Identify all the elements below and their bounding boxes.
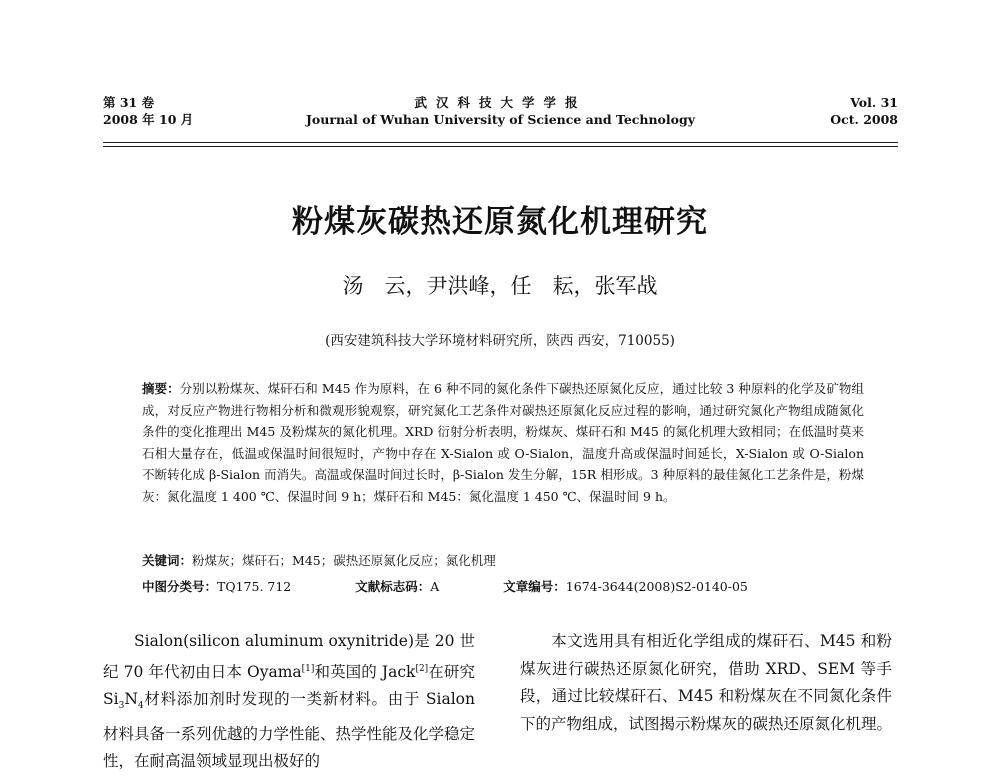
keywords-label: 关键词： [142, 553, 193, 568]
body-text: 和英国的 Jack [314, 662, 416, 681]
doc-code-value: A [430, 579, 440, 594]
header-center [103, 94, 898, 128]
header-rule-bottom [103, 146, 898, 147]
journal-name-en: Journal of Wuhan University of Science and Technology [306, 112, 695, 127]
body-text: 材料添加剂时发现的一类新材料。由于 Sialon 材料具备一系列优越的力学性能、热学性能及化学稳定性，在耐高温领域显现出极好的 [103, 690, 476, 771]
abstract-label: 摘要： [142, 381, 180, 396]
citation-ref[interactable]: [2] [415, 663, 429, 674]
date-cn: 2008 年 10 月 [103, 112, 194, 127]
journal-name-cn: 武汉科技大学学报 [414, 95, 587, 110]
date-en: Oct. 2008 [830, 112, 898, 127]
doc-code-label: 文献标志码： [355, 579, 431, 594]
body-column-left [103, 628, 475, 776]
citation-ref[interactable]: [1] [301, 663, 315, 674]
volume-en: Vol. 31 [850, 95, 898, 110]
paper-title: 粉煤灰碳热还原氮化机理研究 [292, 204, 708, 240]
volume-cn: 第 31 卷 [103, 95, 155, 110]
classification-line [142, 577, 864, 595]
body-text: Sialon(silicon aluminum oxynitride)是 20 世纪 70 年代初由日本 Oyama [103, 632, 475, 681]
body-text: N [124, 690, 138, 709]
keywords [142, 551, 864, 569]
body-text: 在研究 Si [103, 662, 475, 709]
header-right [830, 94, 898, 128]
subscript: 3 [118, 701, 125, 712]
body-column-right [520, 628, 892, 738]
header-rule-top [103, 142, 898, 143]
abstract [142, 378, 864, 507]
subscript: 4 [137, 701, 144, 712]
abstract-text: 分别以粉煤灰、煤矸石和 M45 作为原料，在 6 种不同的氮化条件下碳热还原氮化反应，通过比较 3 种原料的化学及矿物组成，对反应产物进行物相分析和微观形貌观察，研究氮化工艺条件对碳热还原氮化反应过程的影响，通过研究氮化产物组成随氮化条件的变化推理出 M45 及粉煤灰的氮化机理。XRD 衍射分析表明，粉煤灰、煤矸石和 M45 的氮化机理大致相同；在低温时莫来石相大量存在，低温或保温时间很短时，产物中存在 X-Sialon 或 O-Sialon，温度升高或保温时间延长，X-Sialon 或 O-Sialon 不断转化成 β-Sialon 而消失。高温或保温时间过长时，β-Sialon 发生分解，15R 相形成。3 种原料的最佳氮化工艺条件是，粉煤灰：氮化温度 1 400 ℃、保温时间 9 h；煤矸石和 M45：氮化温度 1 450 ℃、保温时间 9 h。 [142, 381, 864, 504]
clc-label: 中图分类号： [142, 579, 218, 594]
article-no-label: 文章编号： [503, 579, 566, 594]
author-list: 汤 云，尹洪峰，任 耘，张军战 [342, 274, 658, 298]
article-no-value: 1674-3644(2008)S2-0140-05 [565, 579, 748, 594]
clc-value: TQ175. 712 [217, 579, 292, 594]
keywords-text: 粉煤灰；煤矸石；M45；碳热还原氮化反应；氮化机理 [192, 553, 496, 568]
affiliation: (西安建筑科技大学环境材料研究所，陕西 西安，710055) [325, 333, 675, 349]
body-text: 本文选用具有相近化学组成的煤矸石、M45 和粉煤灰进行碳热还原氮化研究，借助 XRD、SEM 等手段，通过比较煤矸石、M45 和粉煤灰在不同氮化条件下的产物组成，试图揭示粉煤灰的碳热还原氮化机理。 [520, 632, 893, 733]
